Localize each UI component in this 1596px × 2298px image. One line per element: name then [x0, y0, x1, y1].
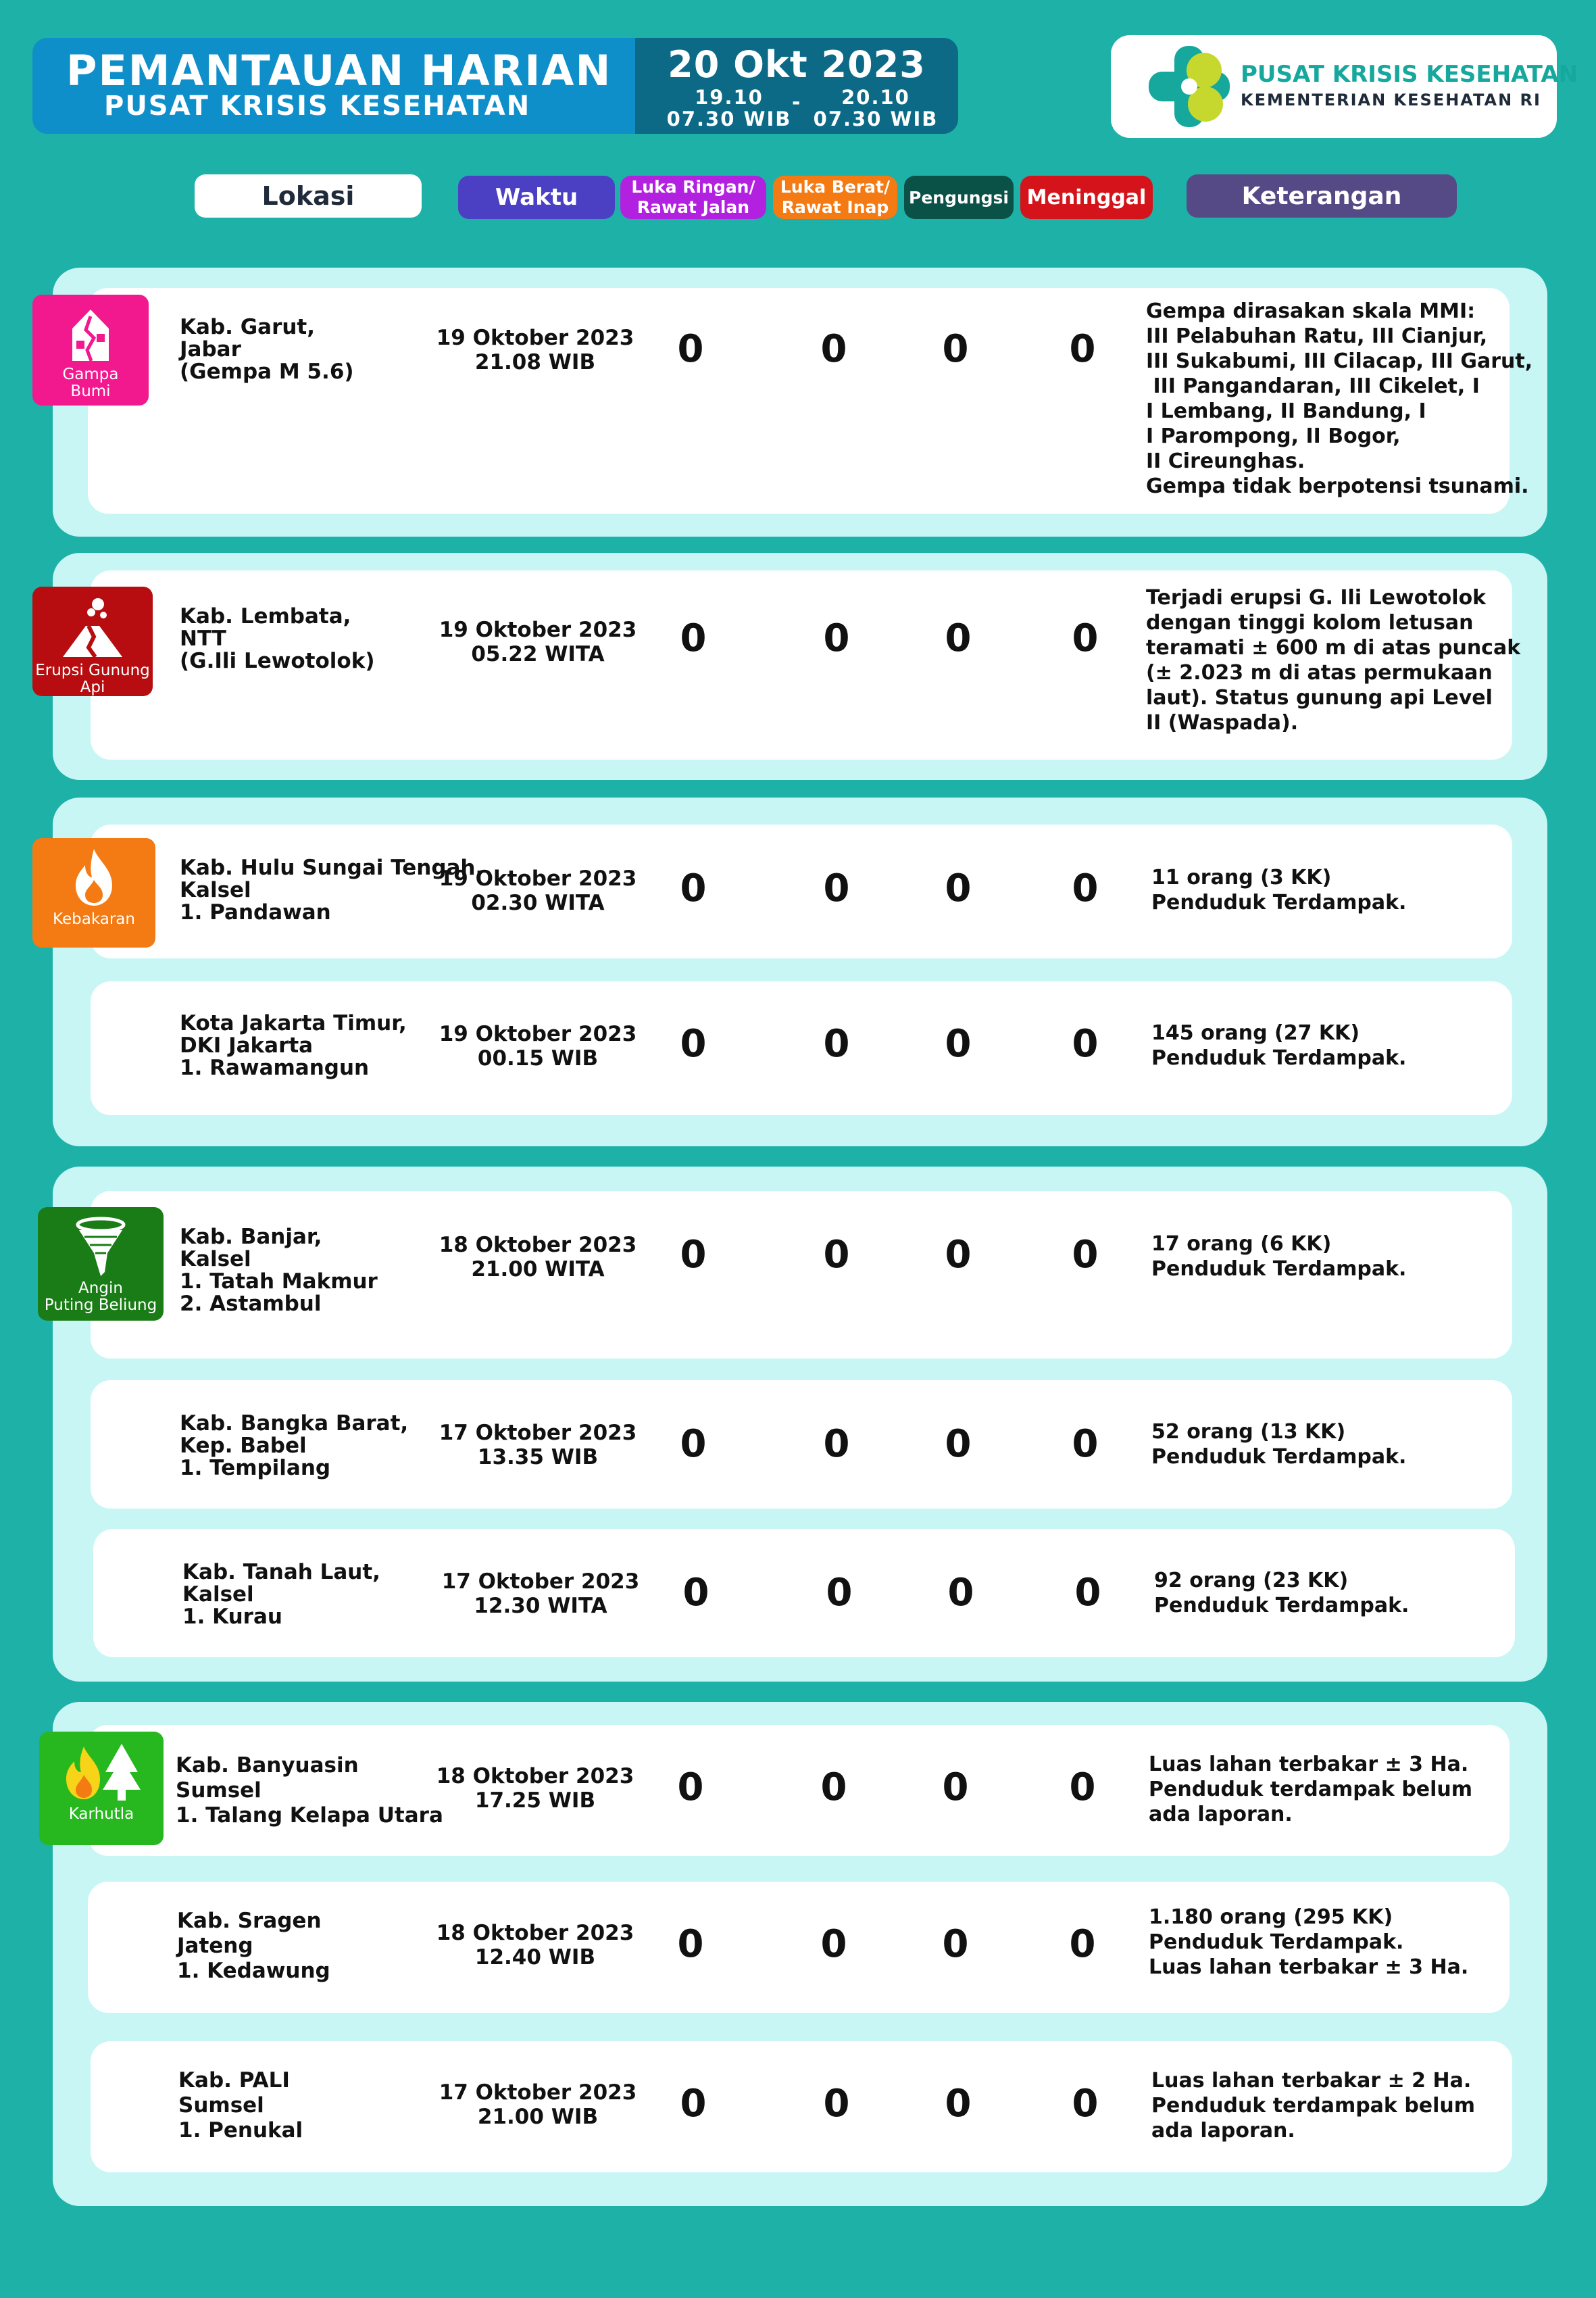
- count-meninggal: 0: [1069, 1922, 1096, 1966]
- count-luka-berat: 0: [823, 1233, 850, 1277]
- event-time: [434, 1921, 637, 1970]
- count-luka-berat: 0: [823, 866, 850, 910]
- range-to-time: 07.30 WIB: [813, 107, 939, 130]
- time-date: 19 Oktober 2023: [439, 866, 637, 891]
- note-line: 1.180 orang (295 KK): [1149, 1905, 1393, 1929]
- count-meninggal: 0: [1072, 1422, 1099, 1466]
- time-clock: 12.30 WITA: [474, 1594, 607, 1618]
- logo-line2: KEMENTERIAN KESEHATAN RI: [1241, 91, 1541, 109]
- location-line: Kab. Lembata,: [180, 604, 351, 629]
- report-date: 20 Okt 2023: [668, 43, 926, 86]
- tornado-icon: [74, 1215, 128, 1277]
- time-date: 18 Oktober 2023: [436, 1921, 634, 1945]
- note-line: III Pelabuhan Ratu, III Cianjur,: [1146, 324, 1488, 348]
- location-line: Jateng: [177, 1934, 253, 1958]
- type-label-line: Angin: [78, 1279, 123, 1297]
- note-line: III Sukabumi, III Cilacap, III Garut,: [1146, 349, 1533, 373]
- count-meninggal: 0: [1072, 1233, 1099, 1277]
- count-pengungsi: 0: [947, 1571, 974, 1615]
- count-luka-berat: 0: [823, 1022, 850, 1066]
- count-luka-berat: 0: [820, 1765, 847, 1809]
- count-meninggal: 0: [1069, 327, 1096, 371]
- type-label-line: Bumi: [70, 383, 111, 400]
- note-line: dengan tinggi kolom letusan: [1146, 611, 1474, 635]
- col-luka-berat: [773, 176, 897, 219]
- report-date-box: [635, 38, 958, 134]
- location-line: 1. Tempilang: [180, 1456, 331, 1480]
- event-note: [1151, 1231, 1406, 1281]
- event-time: [437, 866, 639, 915]
- note-line: I Lembang, II Bandung, I: [1146, 399, 1426, 423]
- event-note: [1151, 1021, 1406, 1071]
- count-pengungsi: 0: [942, 327, 969, 371]
- type-badge-angin: [38, 1207, 164, 1321]
- note-line: Luas lahan terbakar ± 3 Ha.: [1149, 1955, 1469, 1979]
- note-line: Penduduk Terdampak.: [1151, 1257, 1407, 1281]
- note-line: 92 orang (23 KK): [1154, 1569, 1349, 1592]
- note-line: II (Waspada).: [1146, 711, 1299, 735]
- time-clock: 21.08 WIB: [474, 350, 596, 374]
- col-meninggal-label: Meninggal: [1026, 185, 1147, 210]
- event-location: [176, 1753, 443, 1828]
- fire-icon: [72, 846, 116, 908]
- event-location: [177, 1909, 330, 1984]
- count-luka-berat: 0: [823, 616, 850, 660]
- report-title: PEMANTAUAN HARIAN: [66, 46, 612, 95]
- note-line: II Cireunghas.: [1146, 449, 1305, 473]
- report-subtitle: PUSAT KRISIS KESEHATAN: [104, 91, 531, 122]
- note-line: Penduduk terdampak belum: [1151, 2094, 1476, 2118]
- volcano-icon: [59, 595, 126, 660]
- note-line: ada laporan.: [1149, 1803, 1293, 1826]
- range-to: [808, 87, 943, 130]
- col-keterangan-label: Keterangan: [1241, 182, 1402, 210]
- count-luka-ringan: 0: [680, 2082, 707, 2126]
- col-luka-berat-line1: Luka Berat/: [780, 177, 891, 197]
- event-time: [434, 1764, 637, 1813]
- range-to-date: 20.10: [841, 86, 910, 109]
- count-luka-berat: 0: [823, 1422, 850, 1466]
- count-luka-ringan: 0: [682, 1571, 709, 1615]
- location-line: Kalsel: [182, 1582, 254, 1607]
- location-line: Kab. Hulu Sungai Tengah,: [180, 856, 484, 880]
- col-pengungsi-label: Pengungsi: [909, 187, 1009, 207]
- col-waktu-label: Waktu: [495, 184, 578, 211]
- count-luka-ringan: 0: [680, 866, 707, 910]
- type-label-line: Karhutla: [68, 1805, 134, 1823]
- location-line: 1. Pandawan: [180, 900, 331, 925]
- time-date: 19 Oktober 2023: [439, 1022, 637, 1046]
- location-line: 1. Tatah Makmur: [180, 1269, 378, 1294]
- col-waktu: [458, 176, 615, 219]
- event-note: [1146, 299, 1532, 499]
- time-clock: 21.00 WITA: [471, 1257, 605, 1281]
- count-pengungsi: 0: [945, 616, 972, 660]
- note-line: Gempa dirasakan skala MMI:: [1146, 299, 1476, 323]
- location-line: 1. Penukal: [178, 2118, 303, 2143]
- location-line: (Gempa M 5.6): [180, 360, 354, 384]
- col-luka-ringan-line1: Luka Ringan/: [631, 177, 755, 197]
- col-luka-berat-line2: Rawat Inap: [781, 197, 889, 217]
- count-pengungsi: 0: [942, 1922, 969, 1966]
- count-luka-berat: 0: [820, 327, 847, 371]
- count-pengungsi: 0: [945, 866, 972, 910]
- count-meninggal: 0: [1072, 616, 1099, 660]
- time-clock: 02.30 WITA: [471, 891, 605, 915]
- logo-card: [1111, 35, 1578, 138]
- time-clock: 05.22 WITA: [471, 642, 605, 666]
- count-luka-ringan: 0: [680, 616, 707, 660]
- event-location: [180, 316, 354, 383]
- count-pengungsi: 0: [942, 1765, 969, 1809]
- location-line: Kep. Babel: [180, 1434, 307, 1458]
- count-meninggal: 0: [1072, 2082, 1099, 2126]
- note-line: Luas lahan terbakar ± 3 Ha.: [1149, 1753, 1469, 1776]
- event-time: [437, 2080, 639, 2129]
- col-luka-ringan: [620, 176, 766, 219]
- event-note: [1151, 865, 1406, 915]
- count-luka-berat: 0: [826, 1571, 853, 1615]
- count-meninggal: 0: [1072, 1022, 1099, 1066]
- count-luka-ringan: 0: [680, 1422, 707, 1466]
- note-line: ada laporan.: [1151, 2119, 1295, 2143]
- col-luka-ringan-line2: Rawat Jalan: [637, 197, 750, 217]
- type-label-line: Kebakaran: [53, 910, 135, 928]
- event-time: [439, 1569, 642, 1618]
- health-crisis-logo-icon: [1149, 43, 1230, 130]
- time-date: 19 Oktober 2023: [439, 618, 637, 642]
- count-meninggal: 0: [1072, 866, 1099, 910]
- event-location: [180, 1413, 408, 1480]
- forest-fire-icon: [61, 1740, 142, 1803]
- count-pengungsi: 0: [945, 1022, 972, 1066]
- location-line: DKI Jakarta: [180, 1033, 314, 1058]
- event-note: [1149, 1752, 1472, 1827]
- location-line: (G.Ili Lewotolok): [180, 649, 375, 673]
- location-line: 1. Talang Kelapa Utara: [176, 1803, 443, 1828]
- time-date: 19 Oktober 2023: [436, 326, 634, 350]
- note-line: Penduduk Terdampak.: [1154, 1594, 1410, 1617]
- note-line: Penduduk Terdampak.: [1151, 1445, 1407, 1469]
- count-luka-ringan: 0: [677, 327, 704, 371]
- location-line: 2. Astambul: [180, 1292, 322, 1316]
- note-line: Luas lahan terbakar ± 2 Ha.: [1151, 2069, 1472, 2093]
- count-pengungsi: 0: [945, 2082, 972, 2126]
- location-line: 1. Kedawung: [177, 1959, 330, 1983]
- type-badge-gempa: [32, 295, 149, 406]
- event-note: [1149, 1905, 1468, 1980]
- house-earthquake-icon: [67, 303, 114, 364]
- count-luka-berat: 0: [823, 2082, 850, 2126]
- col-lokasi: [195, 174, 422, 218]
- location-line: NTT: [180, 627, 226, 651]
- report-header: [32, 38, 958, 134]
- time-clock: 13.35 WIB: [477, 1445, 599, 1469]
- note-line: III Pangandaran, III Cikelet, I: [1146, 374, 1480, 398]
- time-date: 17 Oktober 2023: [439, 1421, 637, 1445]
- note-line: teramati ± 600 m di atas puncak: [1146, 636, 1521, 660]
- event-note: [1154, 1568, 1409, 1618]
- time-clock: 17.25 WIB: [474, 1788, 596, 1813]
- note-line: laut). Status gunung api Level: [1146, 686, 1493, 710]
- event-time: [437, 1421, 639, 1469]
- note-line: 11 orang (3 KK): [1151, 866, 1332, 889]
- event-time: [437, 618, 639, 666]
- logo-line1: PUSAT KRISIS KESEHATAN: [1241, 61, 1578, 88]
- range-from-date: 19.10: [695, 86, 764, 109]
- count-pengungsi: 0: [945, 1422, 972, 1466]
- time-date: 17 Oktober 2023: [441, 1569, 640, 1594]
- event-time: [437, 1233, 639, 1281]
- type-label-line: Puting Beliung: [44, 1296, 157, 1314]
- event-note: [1146, 585, 1520, 735]
- type-label-line: Api: [80, 679, 105, 696]
- location-line: Jabar: [180, 337, 241, 362]
- type-label-line: Erupsi Gunung: [35, 662, 150, 679]
- type-badge-erupsi: [32, 587, 153, 696]
- event-location: [178, 2068, 303, 2143]
- location-line: Kab. Sragen: [177, 1909, 322, 1933]
- col-lokasi-label: Lokasi: [261, 181, 355, 211]
- time-date: 17 Oktober 2023: [439, 2080, 637, 2105]
- note-line: Penduduk Terdampak.: [1151, 1046, 1407, 1070]
- location-line: 1. Kurau: [182, 1605, 282, 1629]
- note-line: Gempa tidak berpotensi tsunami.: [1146, 474, 1529, 498]
- col-keterangan: [1187, 174, 1457, 218]
- note-line: Penduduk terdampak belum: [1149, 1778, 1473, 1801]
- location-line: Sumsel: [178, 2093, 264, 2118]
- range-from-time: 07.30 WIB: [666, 107, 792, 130]
- note-line: 52 orang (13 KK): [1151, 1420, 1346, 1444]
- event-time: [434, 326, 637, 374]
- count-luka-berat: 0: [820, 1922, 847, 1966]
- location-line: Kota Jakarta Timur,: [180, 1011, 407, 1035]
- event-note: [1151, 2068, 1475, 2143]
- location-line: 1. Rawamangun: [180, 1056, 370, 1080]
- type-badge-kebakaran: [32, 838, 155, 948]
- location-line: Kab. PALI: [178, 2068, 290, 2093]
- note-line: I Parompong, II Bogor,: [1146, 424, 1401, 448]
- count-luka-ringan: 0: [677, 1765, 704, 1809]
- note-line: Penduduk Terdampak.: [1149, 1930, 1404, 1954]
- count-meninggal: 0: [1074, 1571, 1101, 1615]
- note-line: 17 orang (6 KK): [1151, 1232, 1332, 1256]
- time-clock: 12.40 WIB: [474, 1945, 596, 1970]
- count-meninggal: 0: [1069, 1765, 1096, 1809]
- note-line: 145 orang (27 KK): [1151, 1021, 1360, 1045]
- note-line: (± 2.023 m di atas permukaan: [1146, 661, 1493, 685]
- time-clock: 21.00 WIB: [477, 2105, 599, 2129]
- location-line: Kalsel: [180, 1247, 251, 1271]
- count-luka-ringan: 0: [680, 1233, 707, 1277]
- location-line: Kab. Banjar,: [180, 1225, 322, 1249]
- location-line: Kab. Tanah Laut,: [182, 1560, 380, 1584]
- range-separator: -: [792, 91, 801, 114]
- time-date: 18 Oktober 2023: [439, 1233, 637, 1257]
- event-location: [180, 1226, 378, 1315]
- location-line: Sumsel: [176, 1778, 261, 1803]
- event-note: [1151, 1419, 1406, 1469]
- type-badge-karhutla: [39, 1732, 164, 1845]
- note-line: Penduduk Terdampak.: [1151, 891, 1407, 914]
- col-pengungsi: [904, 176, 1014, 219]
- type-label-line: Gampa: [62, 366, 119, 383]
- count-luka-ringan: 0: [677, 1922, 704, 1966]
- time-date: 18 Oktober 2023: [436, 1764, 634, 1788]
- note-line: Terjadi erupsi G. Ili Lewotolok: [1146, 586, 1487, 610]
- time-clock: 00.15 WIB: [477, 1046, 599, 1071]
- event-location: [182, 1561, 380, 1628]
- count-pengungsi: 0: [945, 1233, 972, 1277]
- location-line: Kalsel: [180, 878, 251, 902]
- location-line: Kab. Garut,: [180, 315, 316, 339]
- location-line: Kab. Bangka Barat,: [180, 1411, 409, 1436]
- range-from: [665, 87, 793, 130]
- event-time: [437, 1022, 639, 1071]
- event-location: [180, 1012, 407, 1079]
- count-luka-ringan: 0: [680, 1022, 707, 1066]
- col-meninggal: [1020, 176, 1153, 219]
- location-line: Kab. Banyuasin: [176, 1753, 359, 1778]
- event-location: [180, 606, 375, 673]
